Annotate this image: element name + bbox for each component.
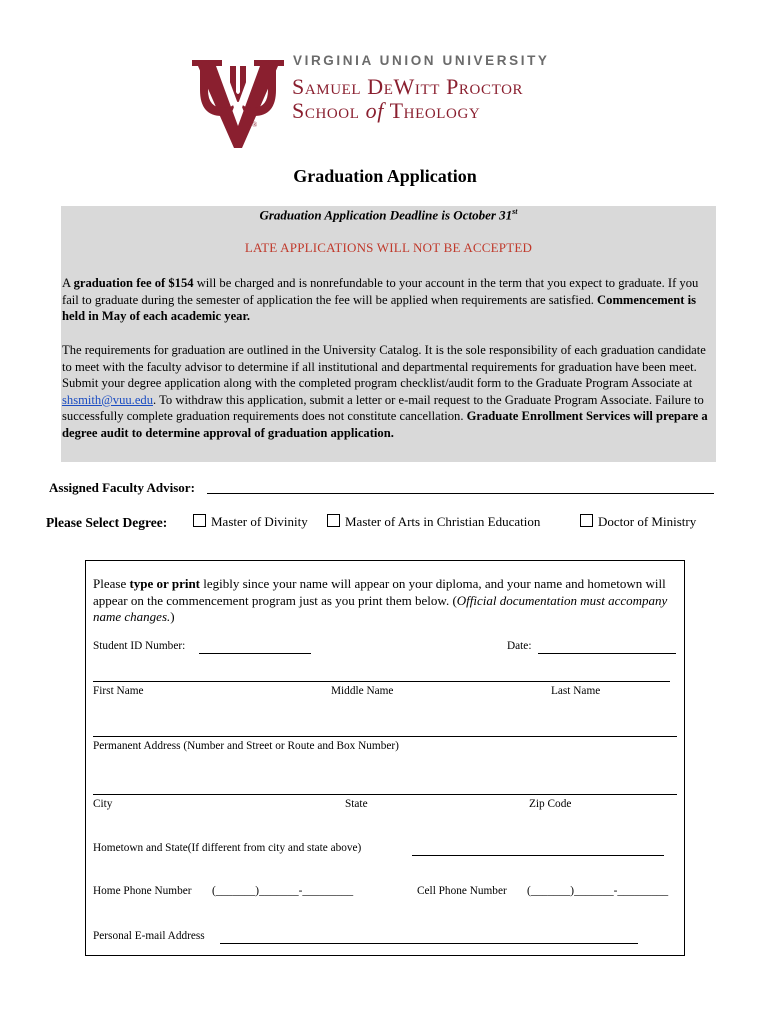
email-input-line[interactable] xyxy=(220,943,638,944)
option-doctor-of-ministry: Doctor of Ministry xyxy=(598,514,697,529)
email-label: Personal E-mail Address xyxy=(93,930,205,942)
address-input-line[interactable] xyxy=(93,736,677,737)
checkbox-master-of-arts[interactable] xyxy=(327,514,340,527)
name-input-line[interactable] xyxy=(93,681,670,682)
cell-phone-input[interactable]: (_______)_______-_________ xyxy=(527,885,669,897)
zip-label: Zip Code xyxy=(529,798,572,810)
home-phone-input[interactable]: (_______)_______-_________ xyxy=(212,885,354,897)
deadline-text: Graduation Application Deadline is October 31st xyxy=(259,207,518,223)
email-link[interactable]: shsmith@vuu.edu xyxy=(62,392,154,407)
degree-label: Please Select Degree: xyxy=(46,515,168,530)
last-name-label: Last Name xyxy=(551,685,601,697)
home-phone-label: Home Phone Number xyxy=(93,885,192,897)
vuu-logo-icon xyxy=(192,56,284,150)
checkbox-master-of-divinity[interactable] xyxy=(193,514,206,527)
date-label: Date: xyxy=(507,640,532,652)
option-master-of-arts: Master of Arts in Christian Education xyxy=(345,514,541,529)
school-name-line1: Samuel DeWitt Proctor xyxy=(292,74,524,99)
hometown-input-line[interactable] xyxy=(412,855,664,856)
first-name-label: First Name xyxy=(93,685,144,697)
permanent-address-label: Permanent Address (Number and Street or Route and Box Number) xyxy=(93,740,399,752)
middle-name-label: Middle Name xyxy=(331,685,394,697)
page-title: Graduation Application xyxy=(293,166,477,186)
date-input-line[interactable] xyxy=(538,653,676,654)
state-label: State xyxy=(345,798,368,810)
fee-paragraph: A graduation fee of $154 will be charged and is nonrefundable to your account in the term that you expect to graduate. If you fail to graduate during the semester of application the fee will be applied when requirements are satisfied. Commencement is held in May of each academic year. xyxy=(62,276,699,324)
city-label: City xyxy=(93,798,113,810)
requirements-paragraph: The requirements for graduation are outlined in the University Catalog. It is the sole responsibility of each graduation candidate to meet with the faculty advisor to determine if all institutional and departmental requirements for graduation have been meet. Submit your degree application along with the completed program checklist/audit form to the Graduate Program Associate at shsmith@vuu.edu. To withdraw this application, submit a letter or e-mail request to the Graduate Program Associate. Failure to successfully complete graduation requirements does not constitute cancellation. Graduate Enrollment Services will prepare a degree audit to determine approval of graduation application. xyxy=(62,343,708,440)
city-state-zip-input-line[interactable] xyxy=(93,794,677,795)
cell-phone-label: Cell Phone Number xyxy=(417,885,507,897)
form-instructions: Please type or print legibly since your name will appear on your diploma, and your name and hometown will appear on the commencement program just as you print them below. (Official documentation must accompany name changes.) xyxy=(93,576,668,625)
advisor-label: Assigned Faculty Advisor: xyxy=(49,480,195,495)
registered-mark: ® xyxy=(252,121,258,129)
school-name-line2: School of Theology xyxy=(292,98,481,123)
student-id-label: Student ID Number: xyxy=(93,640,186,652)
university-name: VIRGINIA UNION UNIVERSITY xyxy=(293,53,550,68)
late-warning: LATE APPLICATIONS WILL NOT BE ACCEPTED xyxy=(244,240,533,255)
student-id-input-line[interactable] xyxy=(199,653,311,654)
advisor-input-line[interactable] xyxy=(207,493,714,494)
checkbox-doctor-of-ministry[interactable] xyxy=(580,514,593,527)
option-master-of-divinity: Master of Divinity xyxy=(211,514,308,529)
hometown-label: Hometown and State(If different from city and state above) xyxy=(93,842,362,854)
